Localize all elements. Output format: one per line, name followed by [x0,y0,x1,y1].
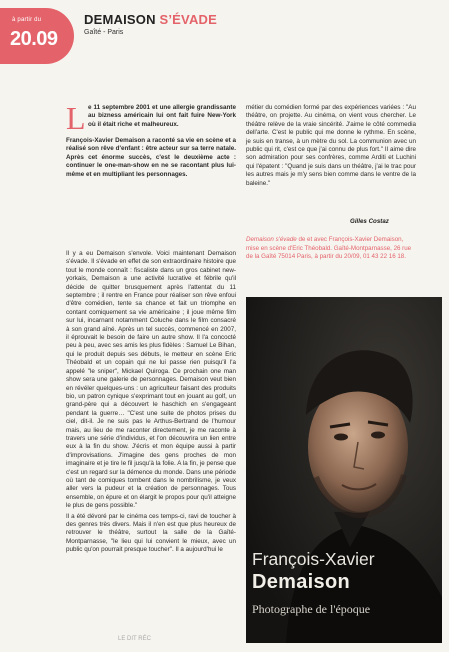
show-info-title: Demaison s'évade [246,236,297,243]
show-info-details: de et avec François-Xavier Demaison, mise en scène d'Eric Théobald. Gaîté-Montparnasse, 26 rue de la Gaîté 75014 Paris, à partir du 20/09, 01 43 22 16 18. [246,236,412,261]
body-paragraph-2: Il a été dévoré par le cinéma ces temps-ci, ravi de toucher à des genres très divers. Mais il n'en est que plus heureux de retrouver le théâtre, surtout la salle de la Gaîté-Montparnasse, "le lieu qui lui convient le mieux, avec un public qu'on pourrait presque toucher". Il a aujourd'hui le [66,512,236,554]
page-stamp: LE DIT RÉC [118,636,151,642]
portrait-photo [246,297,442,643]
article-title-main: DEMAISON [84,12,156,27]
lead-paragraph-start: e 11 septembre 2001 et une allergie grandissante au bizness américain lui ont fait fuire New-York où il était riche et malheureux. [88,104,236,128]
article-subtitle: Gaîté - Paris [84,29,124,36]
lead-paragraph-rest: François-Xavier Demaison a raconté sa vie en scène et a réalisé son rêve d'enfant : être acteur sur sa terre natale. Après cet énorme succès, c'est le deuxième acte : continuer le one-man-show en ne se racontant plus lui-même et en multipliant les personnages. [66,137,236,178]
article-title [84,12,217,27]
date-badge-prefix: à partir du [12,17,42,23]
date-badge-date: 20.09 [10,28,58,50]
body-column-right: métier du comédien formé par des expériences variées : "Au théâtre, on projette. Au cinéma, on vient vous chercher. Le théâtre relève de la vraie sincérité. J'aime le côté commedia dell'arte. C'est le public qui me donne le rythme. En scène, je suis en transe, à un mètre du sol. La communion avec un public qui rit, c'est ce que j'ai connu de plus fort." Il aime dire son admiration pour ses confrères, comme Arditi et Luchini qui l'épatent : "Quand je suis dans un théâtre, j'ai le trac pour les autres mais je m'y sens bien comme dans le ventre de la baleine." [246,104,416,187]
body-paragraph-1: Il y a eu Demaison s'envole. Voici maintenant Demaison s'évade. Il s'évade en effet de son extraordinaire histoire que tout le monde connaît : fiscaliste dans un gros cabinet new-yorkais, Demaison a une activité lucrative et fébrile qu'il décide de quitter brusquement après l'attentat du 11 septembre ; il rentre en France pour réaliser son rêve enfoui d'être comédien, tente sa chance et fait un triomphe en contant comiquement sa vie américaine ; il joue même film sur lui, incarnant notamment Coluche dans le film consacré à son grand aîné. Après un tel succès, commencé en 2007, il éprouvait le besoin de faire un autre show. Il l'a concocté peu à peu, avec ses amis les plus fidèles : Samuel Le Bihan, qui le produit depuis ses débuts, le metteur en scène Eric Théobald et un copain qui ne lui passe rien puisqu'il l'a appelé "le sniper", Mickael Quiroga. Ce prochain one man show sera une galerie de personnages. Demaison veut bien en révéler quelques-uns : un agriculteur faisant des produits bio, un patron cynique s'exprimant tout en jouant au golf, un grand-père qui a découvert le haschich en s'engageant pendant la guerre… "C'est une suite de photos prises du ciel, dit-il. Je ne suis pas le Arthus-Bertrand de l'humour mais, au lieu de me raconter directement, je me raconte à travers une série d'individus, et l'on découvrira un lien entre eux à la fin du show. J'écris et mon équipe aussi à partir d'improvisations. J'imagine des gens proches de mon imaginaire et je tire le fil jusqu'à la folie. A la fin, je pense que c'est un regard sur la démence du monde. Dans une période où tant de comiques tombent dans le nombrilisme, je veux aller vers la pudeur et la création de personnages. Tous ensemble, on épure et on élargit le propos pour qu'il atteigne le plus de gens possible." [66,250,236,510]
article-title-accent: S’ÉVADE [159,12,217,27]
drop-cap: L [66,100,86,136]
show-info [246,236,416,262]
photo-name-first: François-Xavier [252,549,375,569]
photo-name-last: Demaison [252,571,350,593]
author-signature: Gilles Costaz [350,218,389,225]
photo-caption: Photographe de l'époque [252,602,371,616]
date-badge [0,8,74,64]
body-column-left [66,250,236,557]
